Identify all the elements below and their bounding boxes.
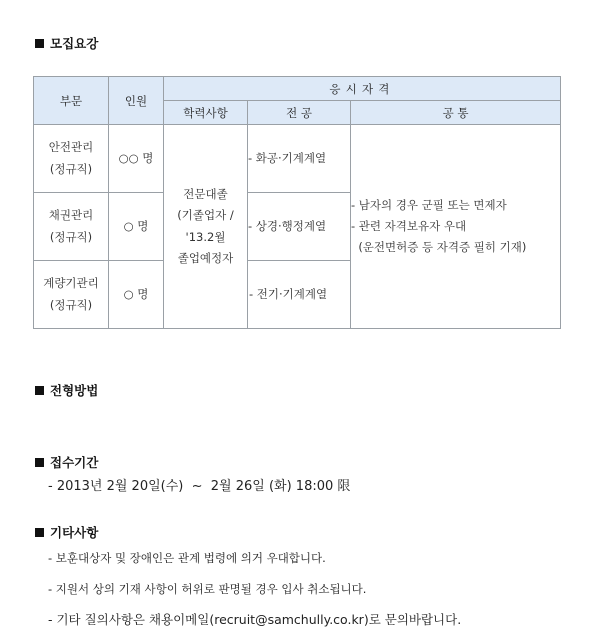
square-bullet-icon bbox=[35, 458, 44, 467]
section-heading-period bbox=[35, 453, 98, 471]
education-line: 전문대졸 bbox=[183, 186, 228, 201]
dept-name: 채권관리 bbox=[48, 208, 94, 223]
header-common: 공 통 bbox=[351, 101, 561, 125]
dept-cell bbox=[34, 261, 109, 329]
employment-type: (정규직) bbox=[49, 229, 93, 244]
count-cell: ○○ 명 bbox=[109, 125, 164, 193]
header-dept: 부문 bbox=[34, 77, 109, 125]
major-cell: - 상경·행정계열 bbox=[248, 193, 351, 261]
misc-item: - 기타 질의사항은 채용이메일(recruit@samchully.co.kr)로 문의바랍니다. bbox=[48, 612, 462, 627]
period-text: - 2013년 2월 20일(수) ~ 2월 26일 (화) 18:00 限 bbox=[48, 479, 351, 494]
count-cell: ○ 명 bbox=[109, 193, 164, 261]
common-cell bbox=[351, 125, 561, 329]
section-heading-misc bbox=[35, 523, 98, 541]
header-qualification: 응시자격 bbox=[164, 77, 561, 101]
section-title: 전형방법 bbox=[50, 383, 99, 398]
common-line: - 남자의 경우 군필 또는 면제자 bbox=[351, 197, 507, 212]
header-education: 학력사항 bbox=[164, 101, 248, 125]
education-cell bbox=[164, 125, 248, 329]
square-bullet-icon bbox=[35, 528, 44, 537]
common-line: (운전면허증 등 자격증 필히 기재) bbox=[351, 240, 527, 255]
major-cell: - 전기·기계계열 bbox=[248, 261, 351, 329]
header-count: 인원 bbox=[109, 77, 164, 125]
section-heading-selection bbox=[35, 381, 98, 399]
common-line: - 관련 자격보유자 우대 bbox=[351, 218, 467, 233]
education-line: '13.2월 bbox=[185, 229, 226, 244]
recruitment-table bbox=[33, 76, 561, 329]
employment-type: (정규직) bbox=[49, 297, 93, 312]
dept-name: 계량기관리 bbox=[43, 276, 99, 291]
dept-cell bbox=[34, 125, 109, 193]
section-title: 모집요강 bbox=[50, 36, 99, 51]
count-cell: ○ 명 bbox=[109, 261, 164, 329]
education-line: (기졸업자 / bbox=[177, 208, 234, 223]
employment-type: (정규직) bbox=[49, 161, 93, 176]
square-bullet-icon bbox=[35, 386, 44, 395]
misc-item: - 지원서 상의 기재 사항이 허위로 판명될 경우 입사 취소됩니다. bbox=[48, 582, 367, 596]
major-cell: - 화공·기계계열 bbox=[248, 125, 351, 193]
dept-name: 안전관리 bbox=[48, 140, 94, 155]
section-title: 접수기간 bbox=[50, 455, 99, 470]
misc-item: - 보훈대상자 및 장애인은 관계 법령에 의거 우대합니다. bbox=[48, 551, 326, 565]
education-line: 졸업예정자 bbox=[177, 250, 234, 265]
square-bullet-icon bbox=[35, 39, 44, 48]
dept-cell bbox=[34, 193, 109, 261]
header-major: 전 공 bbox=[248, 101, 351, 125]
table-row bbox=[34, 125, 561, 193]
section-title: 기타사항 bbox=[50, 525, 99, 540]
section-heading-requirements bbox=[35, 34, 98, 52]
